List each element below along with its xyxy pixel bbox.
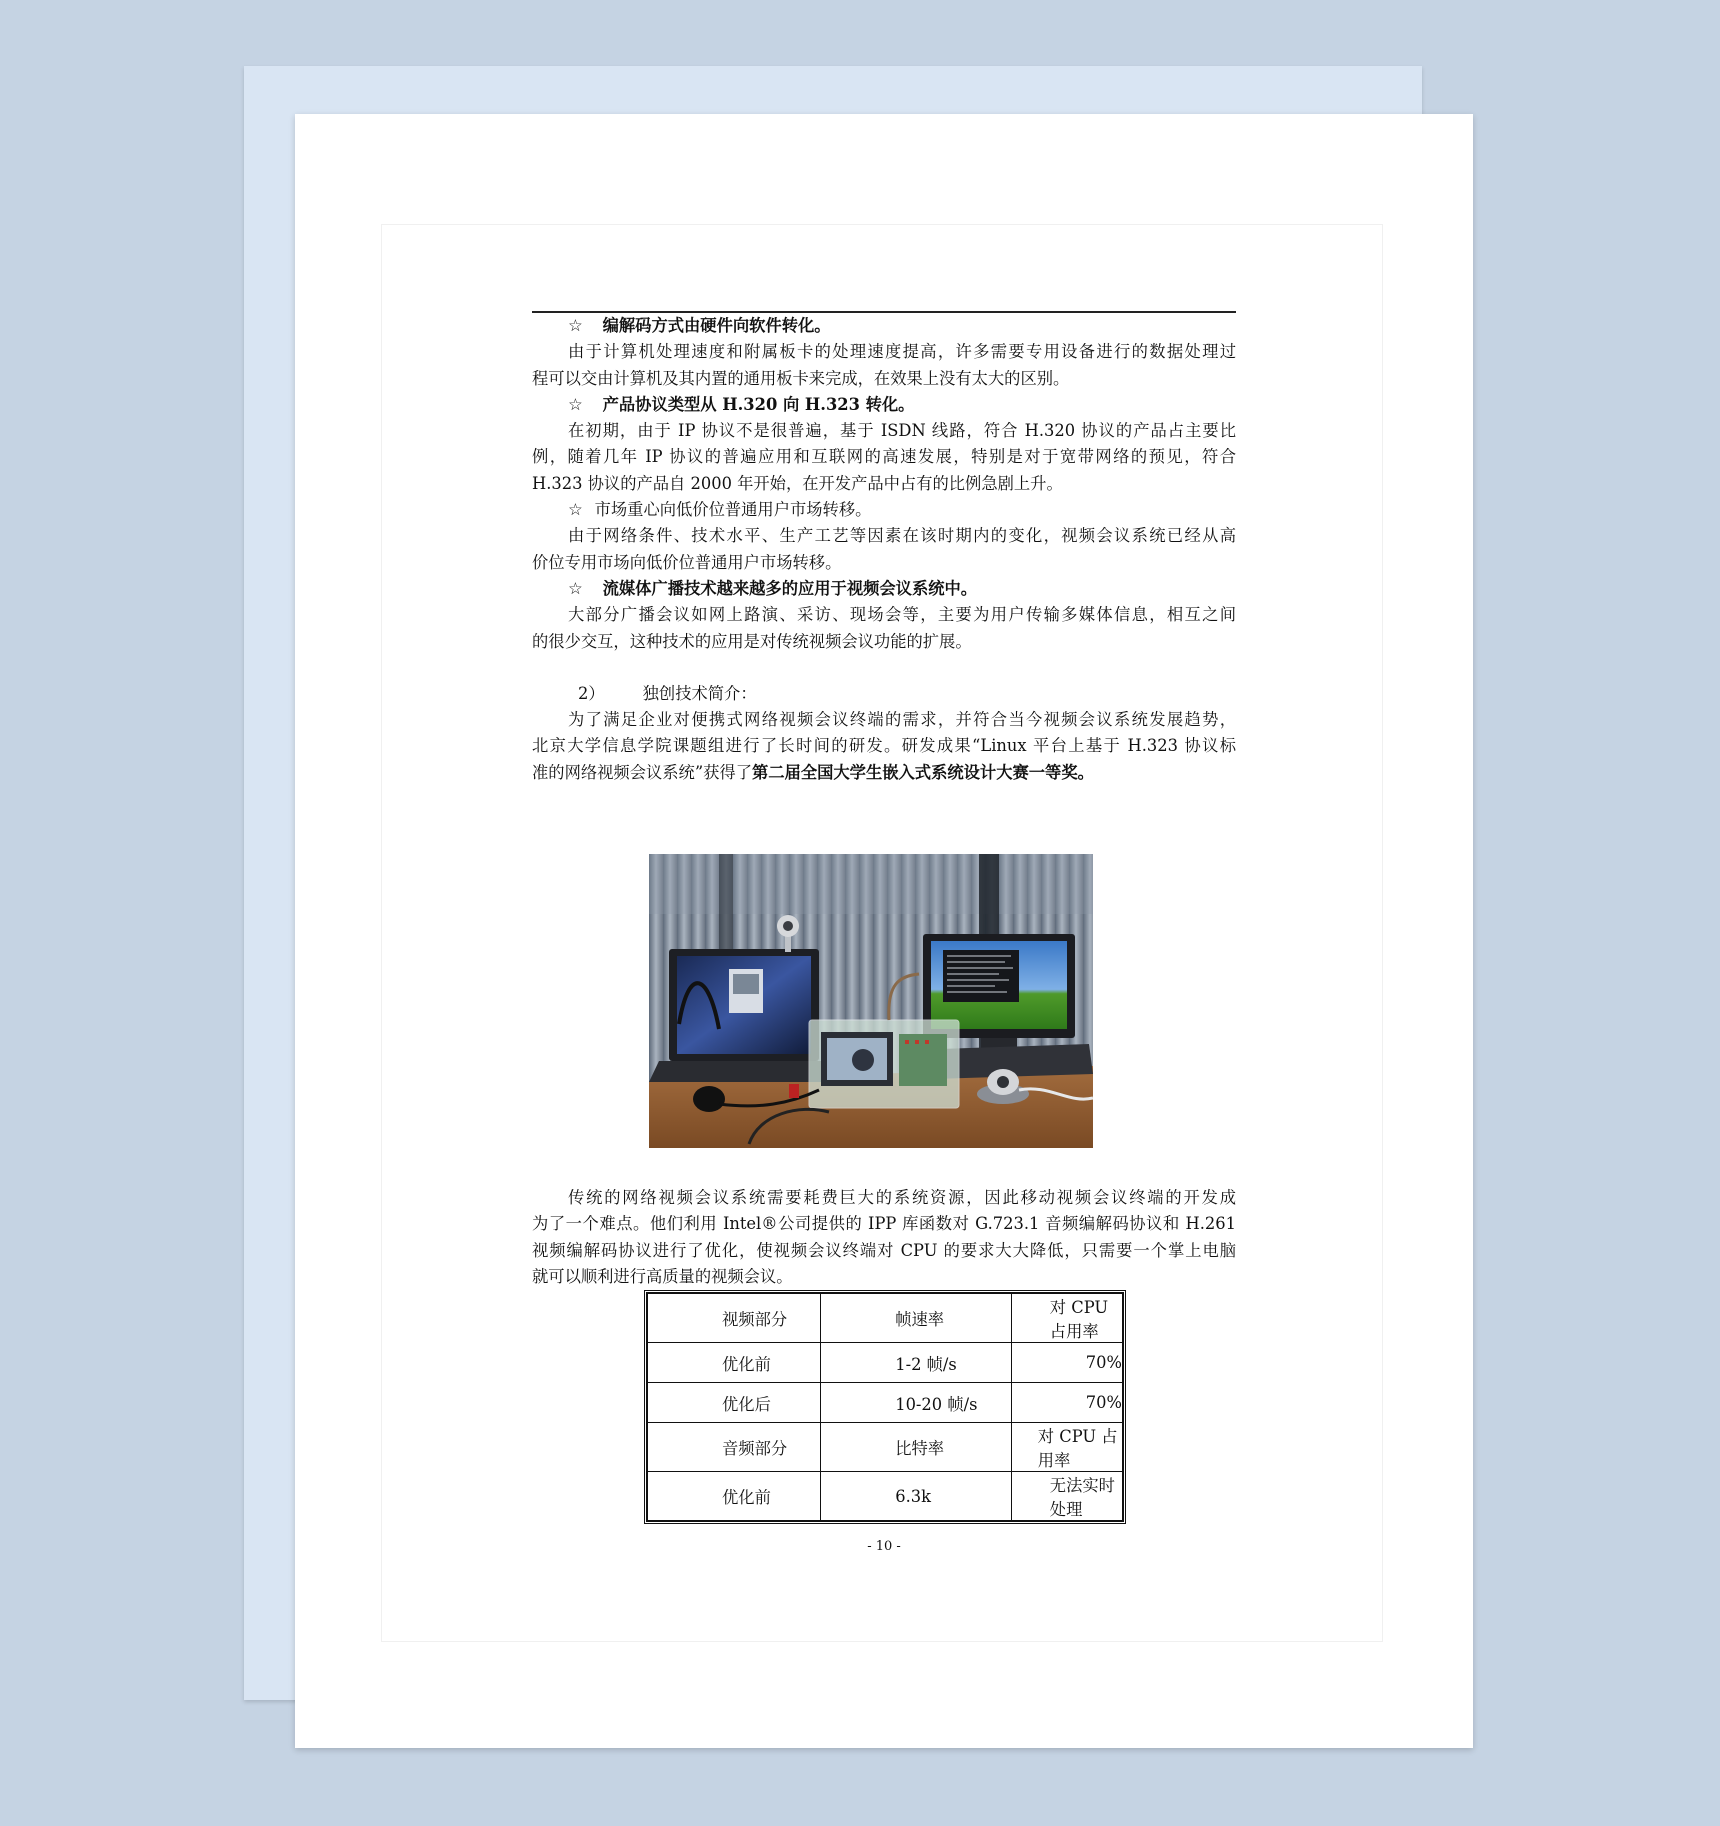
paragraph-line: 传统的网络视频会议系统需要耗费巨大的系统资源，因此移动视频会议终端的开发成 — [568, 1188, 1236, 1207]
paragraph-line: 为了一个难点。他们利用 Intel®公司提供的 IPP 库函数对 G.723.1 音频编解码协议和 H.261 — [532, 1214, 1236, 1234]
page-body — [532, 313, 1236, 786]
table-row — [648, 1423, 1123, 1472]
bullet-heading-2: ☆ 产品协议类型从 H.320 向 H.323 转化。 — [568, 394, 915, 414]
table-cell: 对 CPU 占用率 — [1011, 1423, 1122, 1472]
table-cell: 6.3k — [821, 1472, 1012, 1521]
table-cell: 对 CPU 占用率 — [1011, 1294, 1122, 1343]
star-icon: ☆ — [568, 578, 583, 598]
bullet-heading-1: ☆ 编解码方式由硬件向软件转化。 — [568, 316, 831, 335]
star-icon: ☆ — [568, 316, 583, 335]
paragraph-line: 在初期，由于 IP 协议不是很普遍，基于 ISDN 线路，符合 H.320 协议的产品占主要比 — [568, 421, 1236, 441]
after-photo-paragraph — [532, 1185, 1236, 1290]
table-cell: 优化后 — [648, 1383, 821, 1423]
paragraph-line: 就可以顺利进行高质量的视频会议。 — [532, 1266, 793, 1286]
paragraph-line: 由于网络条件、技术水平、生产工艺等因素在该时期内的变化，视频会议系统已经从高 — [568, 526, 1236, 546]
table-row — [648, 1343, 1123, 1383]
paragraph-line: 准的网络视频会议系统”获得了第二届全国大学生嵌入式系统设计大赛一等奖。 — [532, 762, 1094, 782]
table-cell: 帧速率 — [821, 1294, 1012, 1343]
table-cell: 70% — [1011, 1383, 1122, 1423]
table-cell: 70% — [1011, 1343, 1122, 1383]
paragraph-line: H.323 协议的产品自 2000 年开始，在开发产品中占有的比例急剧上升。 — [532, 473, 1063, 493]
paragraph-line: 视频编解码协议进行了优化，使视频会议终端对 CPU 的要求大大降低，只需要一个掌上电脑 — [532, 1240, 1236, 1260]
paragraph-line: 由于计算机处理速度和附属板卡的处理速度提高，许多需要专用设备进行的数据处理过 — [568, 342, 1236, 362]
table-cell: 视频部分 — [648, 1294, 821, 1343]
table-cell: 优化前 — [648, 1472, 821, 1521]
table-cell: 无法实时处理 — [1011, 1472, 1122, 1521]
section-heading: 2） 独创技术简介： — [578, 683, 757, 703]
table-cell: 优化前 — [648, 1343, 821, 1383]
paragraph-line: 例，随着几年 IP 协议的普遍应用和互联网的高速发展，特别是对于宽带网络的预见，符合 — [532, 447, 1236, 467]
table-row — [648, 1294, 1123, 1343]
optimization-table — [644, 1290, 1126, 1524]
terminal-setup-photo — [649, 854, 1093, 1148]
star-icon: ☆ — [568, 394, 583, 414]
paragraph-line: 为了满足企业对便携式网络视频会议终端的需求，并符合当今视频会议系统发展趋势， — [568, 710, 1236, 730]
paragraph-line: 程可以交由计算机及其内置的通用板卡来完成，在效果上没有太大的区别。 — [532, 368, 1070, 388]
table-cell: 音频部分 — [648, 1423, 821, 1472]
bullet-heading-3: ☆ 市场重心向低价位普通用户市场转移。 — [568, 500, 872, 520]
paragraph-line: 大部分广播会议如网上路演、采访、现场会等，主要为用户传输多媒体信息，相互之间 — [568, 605, 1236, 625]
bullet-heading-4: ☆ 流媒体广播技术越来越多的应用于视频会议系统中。 — [568, 578, 978, 598]
paragraph-line: 北京大学信息学院课题组进行了长时间的研发。研发成果“Linux 平台上基于 H.323 协议标 — [532, 736, 1236, 756]
document-page — [295, 114, 1473, 1748]
page-number: - 10 - — [867, 1539, 901, 1554]
table-cell: 比特率 — [821, 1423, 1012, 1472]
paragraph-line: 的很少交互，这种技术的应用是对传统视频会议功能的扩展。 — [532, 631, 972, 651]
award-text: 第二届全国大学生嵌入式系统设计大赛一等奖。 — [751, 762, 1094, 782]
star-icon: ☆ — [568, 500, 583, 520]
table-row — [648, 1383, 1123, 1423]
paragraph-line: 价位专用市场向低价位普通用户市场转移。 — [532, 552, 842, 572]
table-row — [648, 1472, 1123, 1521]
table-cell: 1-2 帧/s — [821, 1343, 1012, 1383]
table-cell: 10-20 帧/s — [821, 1383, 1012, 1423]
